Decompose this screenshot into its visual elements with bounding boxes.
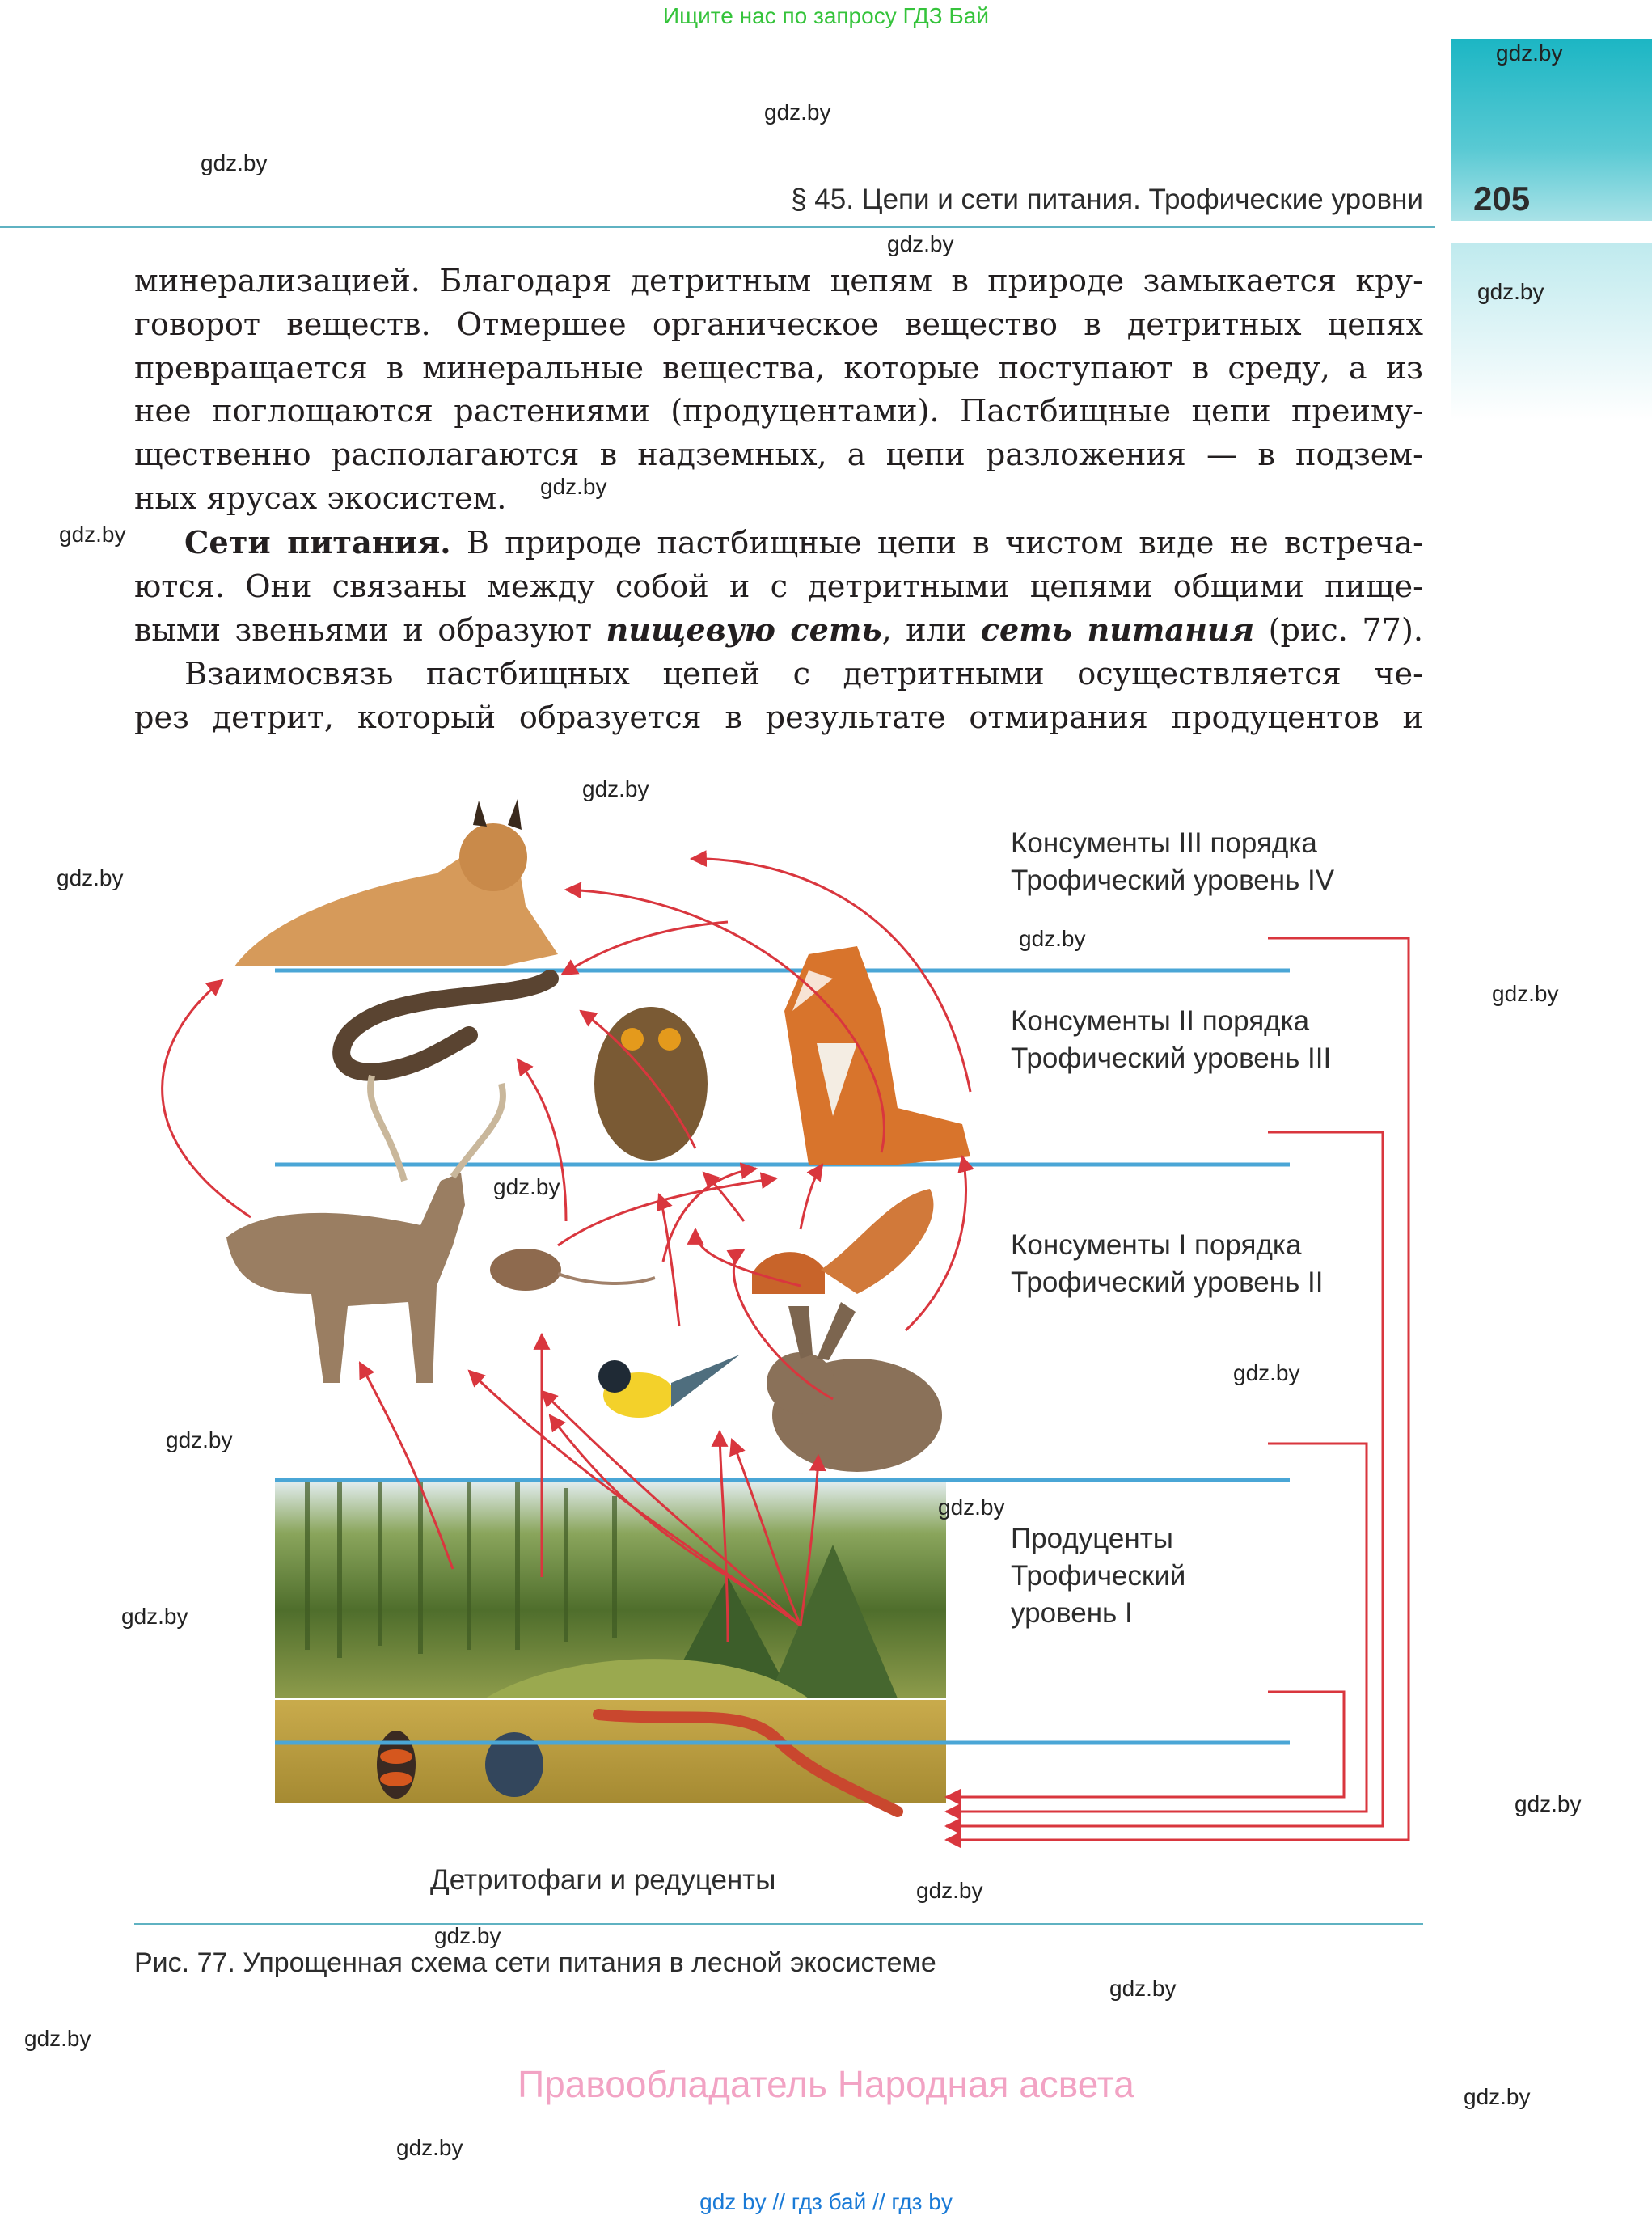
watermark: gdz.by	[166, 1427, 233, 1452]
level-label-iv	[1011, 825, 1334, 899]
forest-image	[275, 1478, 946, 1698]
food-web-figure	[0, 768, 1447, 1925]
top-banner[interactable]: Ищите нас по запросу ГДЗ Бай	[662, 3, 990, 28]
tit-bird-image	[598, 1355, 740, 1418]
copyright-notice: Правообладатель Народная асвета	[518, 2063, 1134, 2105]
watermark: gdz.by	[582, 776, 649, 801]
watermark: gdz.by	[121, 1604, 188, 1629]
level-label-ii	[1011, 1227, 1323, 1301]
level-label-line: Продуценты	[1011, 1523, 1173, 1554]
text-line: Взаимосвязь пастбищных цепей с детритными осуществляется че-	[184, 657, 1423, 693]
fox-image	[784, 946, 970, 1165]
watermark: gdz.by	[1492, 981, 1559, 1006]
snake-image	[341, 979, 550, 1072]
text-line: щественно располагаются в надземных, а цепи разложения — в подзем-	[134, 438, 1423, 474]
term-feeding-net: сеть питания	[980, 612, 1255, 649]
watermark: gdz.by	[59, 522, 126, 547]
soil-image	[275, 1700, 946, 1812]
level-label-line: Консументы II порядка	[1011, 1005, 1310, 1037]
deer-image	[226, 1076, 503, 1383]
level-label-line: Трофический уровень II	[1011, 1266, 1324, 1298]
text-line: говорот веществ. Отмершее органическое вещество в детритных цепях	[134, 307, 1423, 343]
level-label-line: Трофический	[1011, 1560, 1186, 1592]
page-number: 205	[1473, 180, 1531, 218]
watermark: gdz.by	[493, 1174, 560, 1199]
food-web-diagram	[0, 768, 1447, 1925]
watermark: gdz.by	[887, 231, 954, 256]
section-title: § 45. Цепи и сети питания. Трофические уровни	[791, 184, 1423, 215]
watermark: gdz.by	[396, 2135, 463, 2160]
bold-lead: Сети питания.	[184, 524, 451, 561]
watermark: gdz.by	[540, 474, 607, 499]
level-label-line: Консументы III порядка	[1011, 827, 1317, 859]
detritivores-label: Детритофаги и редуценты	[430, 1864, 776, 1896]
watermark: gdz.by	[764, 99, 831, 125]
hare-image	[767, 1302, 942, 1472]
squirrel-image	[752, 1189, 933, 1294]
watermark: gdz.by	[1464, 2084, 1531, 2109]
text-line	[134, 522, 1423, 566]
lynx-image	[234, 799, 558, 966]
text-line: ных ярусах экосистем.	[134, 480, 507, 517]
text-line: нее поглощаются растениями (продуцентами). Пастбищные цепи преиму-	[134, 394, 1423, 430]
watermark: gdz.by	[1233, 1360, 1300, 1385]
watermark: gdz.by	[1515, 1791, 1582, 1816]
watermark: gdz.by	[201, 150, 268, 175]
text-span: , или	[881, 613, 981, 649]
text-line: ются. Они связаны между собой и с детритными цепями общими пище-	[134, 569, 1423, 605]
watermark: gdz.by	[916, 1878, 983, 1903]
side-tab-fade	[1451, 243, 1652, 421]
watermark: gdz.by	[434, 1923, 501, 1948]
text-span: выми звеньями и образуют	[134, 613, 606, 649]
watermark: gdz.by	[1477, 279, 1544, 304]
watermark: gdz.by	[1019, 926, 1086, 951]
watermark: gdz.by	[1496, 40, 1563, 66]
level-label-line: уровень I	[1011, 1597, 1133, 1629]
level-label-line: Трофический уровень IV	[1011, 865, 1335, 896]
level-label-i	[1011, 1520, 1185, 1632]
body-text	[134, 260, 1423, 741]
text-line: рез детрит, который образуется в результате отмирания продуцентов и	[134, 700, 1423, 736]
caption-rule	[134, 1923, 1423, 1925]
text-span: (рис. 77).	[1254, 613, 1423, 649]
text-line: превращается в минеральные вещества, которые поступают в среду, а из	[134, 350, 1423, 387]
watermark: gdz.by	[57, 865, 124, 890]
text-line	[134, 609, 1423, 653]
text-line: минерализацией. Благодаря детритным цепям в природе замыкается кру-	[134, 264, 1423, 299]
level-label-iii	[1011, 1003, 1331, 1077]
level-label-line: Консументы I порядка	[1011, 1229, 1302, 1261]
watermark: gdz.by	[1109, 1976, 1177, 2001]
watermark: gdz.by	[938, 1495, 1005, 1520]
level-label-line: Трофический уровень III	[1011, 1042, 1332, 1074]
header-rule	[0, 226, 1435, 228]
term-food-web: пищевую сеть	[606, 612, 882, 649]
text-span: В природе пастбищные цепи в чистом виде не встреча-	[450, 525, 1424, 561]
figure-caption: Рис. 77. Упрощенная схема сети питания в лесной экосистеме	[134, 1947, 936, 1978]
watermark: gdz.by	[24, 2026, 91, 2051]
mouse-image	[490, 1249, 655, 1291]
footer-links[interactable]: gdz by // гдз бай // гдз by	[699, 2189, 953, 2214]
